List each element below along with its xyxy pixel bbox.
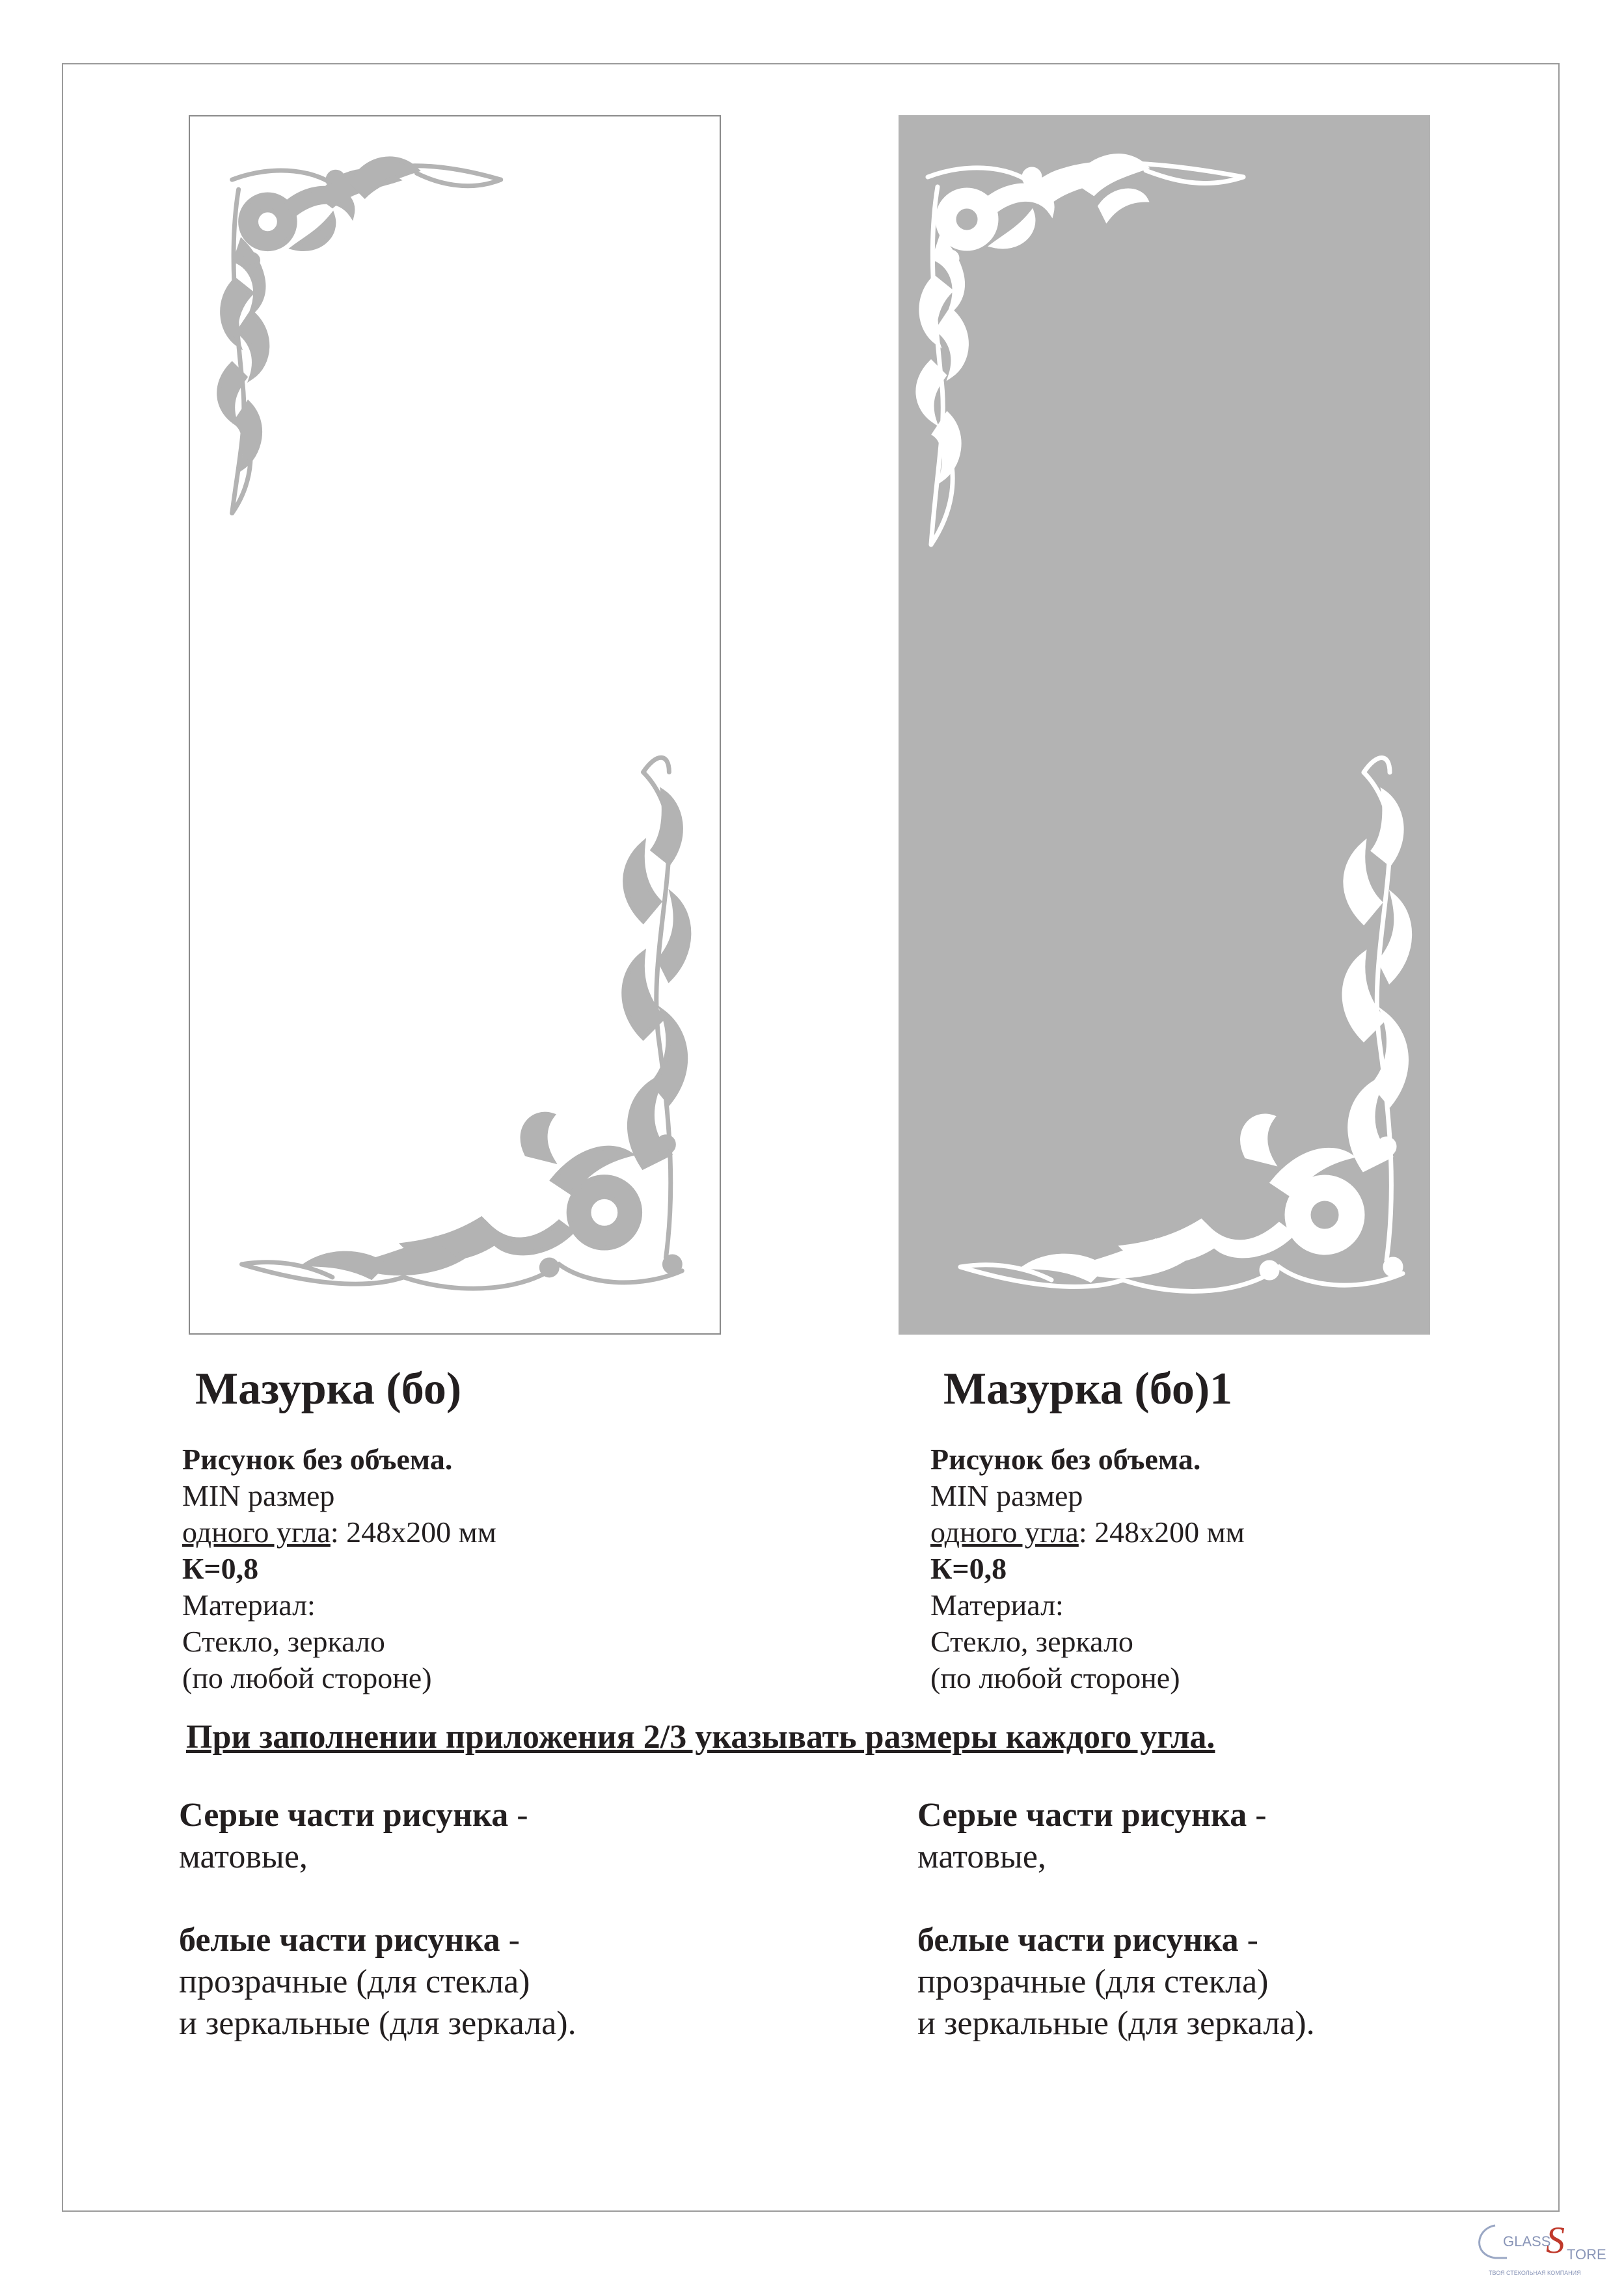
info-line-6: Стекло, зеркало: [930, 1625, 1133, 1658]
note-gray-label: Серые части рисунка: [179, 1797, 509, 1834]
note-white-dash: -: [1238, 1922, 1258, 1959]
notice-text: При заполнении приложения 2/3 указывать размеры каждого угла.: [186, 1719, 1215, 1756]
ornament-corner-top-left: [918, 156, 1243, 545]
info-line-4: К=0,8: [182, 1552, 259, 1585]
design-info-1: [182, 1441, 496, 1696]
info-line-5: Материал:: [930, 1588, 1064, 1622]
note-gray-label: Серые части рисунка: [917, 1797, 1247, 1834]
note-gray-desc: матовые,: [917, 1838, 1046, 1875]
info-line-1: Рисунок без объема.: [182, 1443, 453, 1476]
color-note-2: [917, 1795, 1315, 2045]
note-white-desc-1: прозрачные (для стекла): [179, 1963, 530, 2000]
ornament-corner-top-left: [219, 159, 501, 513]
info-size: : 248х200 мм: [1078, 1516, 1245, 1549]
info-size: : 248х200 мм: [330, 1516, 496, 1549]
info-line-1: Рисунок без объема.: [930, 1443, 1201, 1476]
logo-tagline: ТВОЯ СТЕКОЛЬНАЯ КОМПАНИЯ: [1489, 2270, 1581, 2276]
info-underlined: одного угла: [182, 1516, 331, 1549]
info-line-4: К=0,8: [930, 1552, 1007, 1585]
note-white-label: белые части рисунка: [179, 1922, 500, 1959]
design-preview-gray: [899, 115, 1430, 1335]
info-line-2: MIN размер: [930, 1479, 1083, 1512]
design-title-1: Мазурка (бо): [195, 1364, 462, 1414]
note-white-label: белые части рисунка: [917, 1922, 1239, 1959]
logo-text-store: TORE: [1567, 2246, 1606, 2263]
info-line-3: [182, 1514, 496, 1551]
glass-store-logo: [1469, 2219, 1623, 2284]
info-line-2: MIN размер: [182, 1479, 335, 1512]
info-line-5: Материал:: [182, 1588, 316, 1622]
note-white-desc-2: и зеркальные (для зеркала).: [917, 2005, 1315, 2042]
note-white-dash: -: [500, 1922, 520, 1959]
note-gray-dash: -: [1247, 1797, 1267, 1834]
note-gray-dash: -: [508, 1797, 528, 1834]
design-title-2: Мазурка (бо)1: [943, 1364, 1233, 1414]
info-line-6: Стекло, зеркало: [182, 1625, 385, 1658]
color-note-1: [179, 1795, 576, 2045]
info-line-7: (по любой стороне): [930, 1661, 1180, 1694]
logo-letter-s: S: [1546, 2219, 1565, 2261]
ornament-corner-bottom-right: [242, 757, 689, 1288]
info-underlined: одного угла: [930, 1516, 1079, 1549]
note-white-desc-2: и зеркальные (для зеркала).: [179, 2005, 576, 2042]
note-gray-desc: матовые,: [179, 1838, 308, 1875]
ornament-white: [899, 115, 1430, 1335]
info-line-3: [930, 1514, 1245, 1551]
design-info-2: [930, 1441, 1245, 1696]
logo-text-glass: GLASS: [1503, 2233, 1551, 2250]
design-preview-white: [189, 115, 721, 1335]
note-white-desc-1: прозрачные (для стекла): [917, 1963, 1269, 2000]
ornament-corner-bottom-right: [960, 758, 1410, 1292]
info-line-7: (по любой стороне): [182, 1661, 432, 1694]
ornament-gray: [190, 116, 720, 1333]
